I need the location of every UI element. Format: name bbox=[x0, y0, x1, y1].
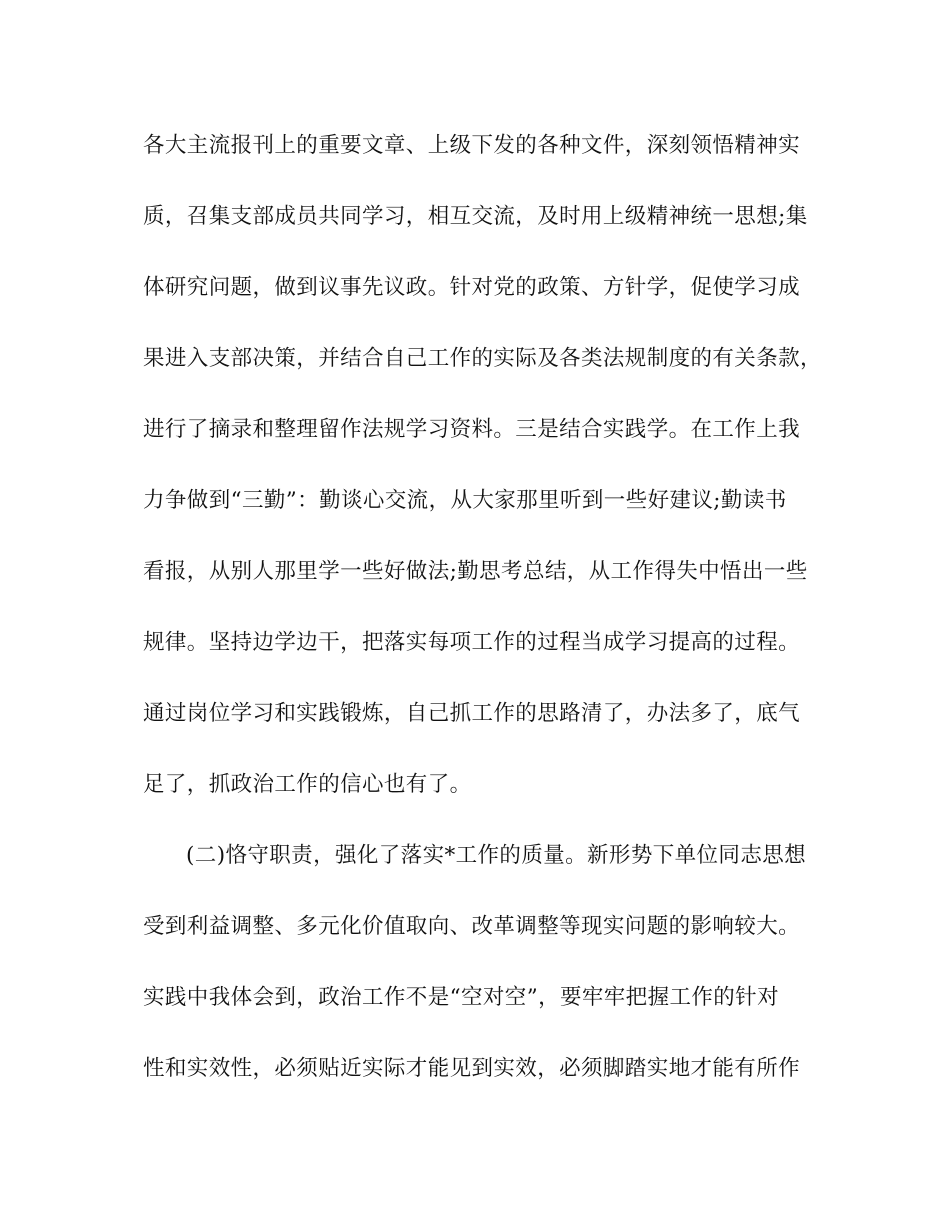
body-text-line: 性和实效性，必须贴近实际才能见到实效，必须脚踏实地才能有所作 bbox=[143, 1056, 801, 1081]
body-text-line: 看报，从别人那里学一些好做法;勤思考总结，从工作得失中悟出一些 bbox=[143, 559, 808, 584]
section-heading-line: (二)恪守职责，强化了落实*工作的质量。新形势下单位同志思想 bbox=[186, 843, 807, 868]
body-text-line: 力争做到“三勤”：勤谈心交流，从大家那里听到一些好建议;勤读书 bbox=[143, 488, 787, 513]
body-text-line: 进行了摘录和整理留作法规学习资料。三是结合实践学。在工作上我 bbox=[143, 417, 801, 442]
body-text-line: 质，召集支部成员共同学习，相互交流，及时用上级精神统一思想;集 bbox=[143, 204, 808, 229]
body-text-line: 实践中我体会到，政治工作不是“空对空”，要牢牢把握工作的针对 bbox=[143, 985, 779, 1010]
body-text-line: 体研究问题，做到议事先议政。针对党的政策、方针学，促使学习成 bbox=[143, 275, 801, 300]
body-text-line: 足了，抓政治工作的信心也有了。 bbox=[143, 772, 472, 797]
body-text-line: 规律。坚持边学边干，把落实每项工作的过程当成学习提高的过程。 bbox=[143, 630, 801, 655]
body-text-line: 各大主流报刊上的重要文章、上级下发的各种文件，深刻领悟精神实 bbox=[143, 133, 801, 158]
body-text-line: 受到利益调整、多元化价值取向、改革调整等现实问题的影响较大。 bbox=[143, 914, 801, 939]
body-text-line: 通过岗位学习和实践锻炼，自己抓工作的思路清了，办法多了，底气 bbox=[143, 701, 801, 726]
body-text-line: 果进入支部决策，并结合自己工作的实际及各类法规制度的有关条款， bbox=[143, 346, 822, 371]
